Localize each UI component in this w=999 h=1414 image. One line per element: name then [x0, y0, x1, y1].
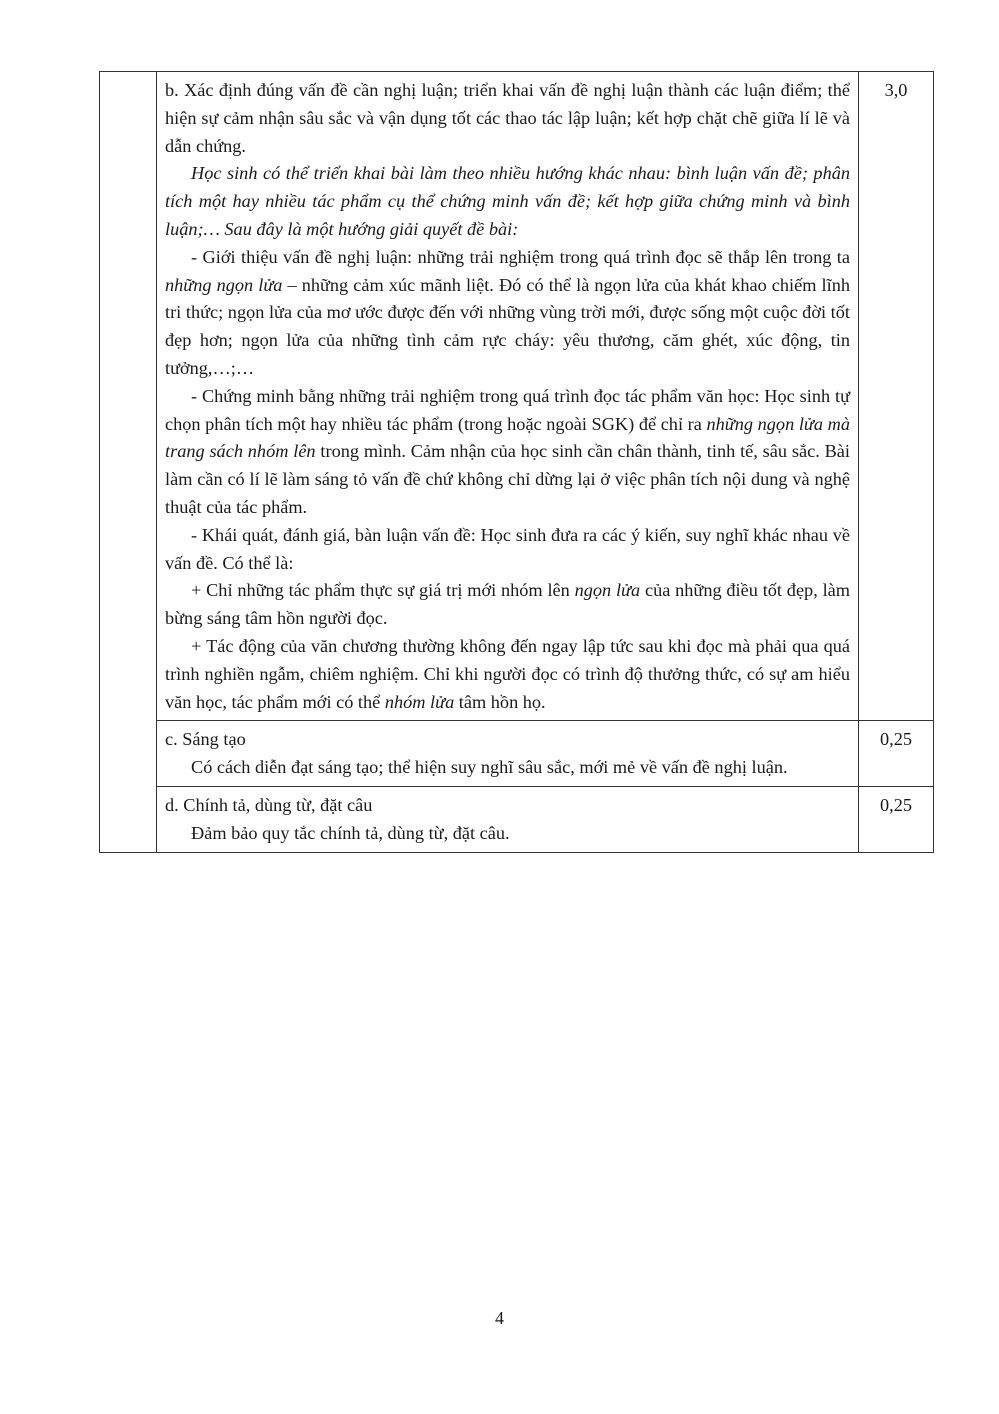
- text-span: + Tác động của văn chương thường không đến ngay lập tức sau khi đọc mà phải qua quá trình nghiền ngẫm, chiêm nghiệm. Chỉ khi người đọc có trình độ thưởng thức, có sự am hiểu văn học, tác phẩm mới có thể: [165, 635, 850, 712]
- text-span: tâm hồn họ.: [454, 691, 546, 712]
- criterion-b-point-1: [165, 244, 850, 383]
- criterion-b-heading: b. Xác định đúng vấn đề cần nghị luận; triển khai vấn đề nghị luận thành các luận điểm; thể hiện sự cảm nhận sâu sắc và vận dụng tốt các thao tác lập luận; kết hợp chặt chẽ giữa lí lẽ và dẫn chứng.: [165, 80, 850, 156]
- criterion-b-point-4: [165, 577, 850, 633]
- table-row-b: [100, 72, 934, 721]
- emphasis-span: ngọn lửa: [574, 580, 641, 601]
- table-row-d: [100, 786, 934, 852]
- criterion-b-content: [157, 72, 859, 721]
- table-row-c: [100, 721, 934, 787]
- criterion-b-point-2: [165, 383, 850, 522]
- criterion-c-body: Có cách diễn đạt sáng tạo; thể hiện suy nghĩ sâu sắc, mới mẻ về vấn đề nghị luận.: [191, 757, 788, 778]
- score-cell-b: 3,0: [859, 72, 934, 721]
- text-span: - Chứng minh bằng những trải nghiệm trong quá trình đọc tác phẩm văn học: Học sinh tự chọn phân tích một hay nhiều tác phẩm (trong hoặc ngoài SGK) để chỉ ra: [165, 385, 850, 434]
- text-span: của những điều tốt đẹp, làm bừng sáng tâm hồn người đọc.: [165, 580, 850, 629]
- score-cell-c: 0,25: [859, 721, 934, 787]
- score-cell-d: 0,25: [859, 786, 934, 852]
- page-number: 4: [495, 1308, 504, 1328]
- emphasis-span: những ngọn lửa mà trang sách nhóm lên: [165, 413, 850, 462]
- criterion-d-body: Đảm bảo quy tắc chính tả, dùng từ, đặt câu.: [191, 822, 510, 843]
- text-span: - Giới thiệu vấn đề nghị luận: những trải nghiệm trong quá trình đọc sẽ thắp lên trong ta: [191, 246, 850, 267]
- criterion-d-content: [157, 786, 859, 852]
- text-span: + Chỉ những tác phẩm thực sự giá trị mới nhóm lên: [191, 580, 575, 601]
- grading-table: [99, 71, 934, 853]
- text-span: – những cảm xúc mãnh liệt. Đó có thể là ngọn lửa của khát khao chiếm lĩnh tri thức; ngọn lửa của mơ ước được đến với những vùng trời mới, được sống một cuộc đời tốt đẹp hơn; ngọn lửa của những tình cảm rực cháy: yêu thương, căm ghét, xúc động, tin tưởng,…;…: [165, 274, 850, 378]
- criterion-c-heading: c. Sáng tạo: [165, 729, 246, 750]
- criterion-b-point-3: - Khái quát, đánh giá, bàn luận vấn đề: Học sinh đưa ra các ý kiến, suy nghĩ khác nhau về vấn đề. Có thể là:: [165, 524, 850, 573]
- criterion-b-intro: Học sinh có thể triển khai bài làm theo nhiều hướng khác nhau: bình luận vấn đề; phân tích một hay nhiều tác phẩm cụ thể chứng minh vấn đề; kết hợp giữa chứng minh và bình luận;… Sau đây là một hướng giải quyết đề bài:: [165, 163, 850, 239]
- emphasis-span: những ngọn lửa: [165, 274, 283, 295]
- emphasis-span: nhóm lửa: [384, 691, 455, 712]
- criterion-b-point-5: [165, 633, 850, 716]
- criterion-c-content: [157, 721, 859, 787]
- text-span: trong mình. Cảm nhận của học sinh cần chân thành, tinh tế, sâu sắc. Bài làm cần có lí lẽ làm sáng tỏ vấn đề chứ không chỉ dừng lại ở việc phân tích nội dung và nghệ thuật của tác phẩm.: [165, 441, 851, 517]
- row-number-cell: [100, 72, 157, 853]
- criterion-d-heading: d. Chính tả, dùng từ, đặt câu: [165, 794, 373, 815]
